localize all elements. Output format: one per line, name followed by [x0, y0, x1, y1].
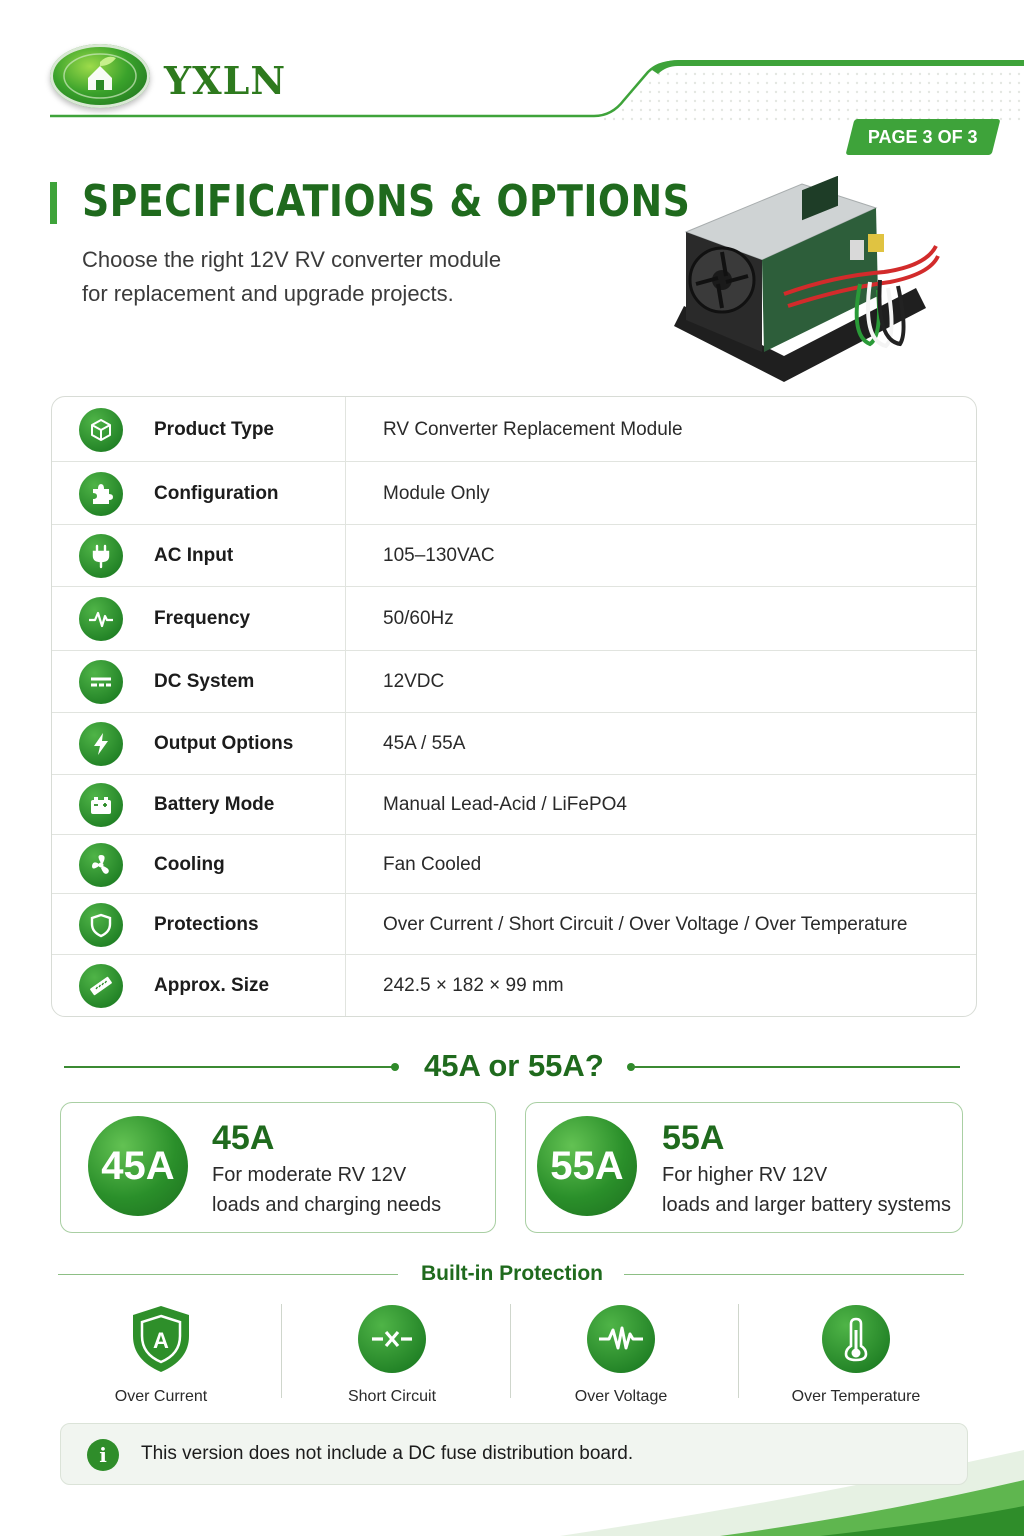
spec-row-output-options — [52, 713, 976, 775]
page-indicator — [846, 119, 1001, 155]
fan-icon — [79, 843, 123, 887]
spec-value: 105–130VAC — [383, 545, 495, 566]
shield-icon — [79, 903, 123, 947]
column-divider — [345, 713, 346, 774]
spec-row-frequency — [52, 587, 976, 651]
option-desc-line-1: For higher RV 12V — [662, 1164, 828, 1186]
protection-item-over-temperature — [742, 1305, 970, 1406]
spec-row-battery-mode — [52, 775, 976, 835]
brand-logo[interactable] — [50, 44, 150, 108]
column-divider — [345, 525, 346, 586]
spec-row-product-type — [52, 397, 976, 462]
info-icon: i — [87, 1439, 119, 1471]
lightning-icon — [79, 722, 123, 766]
option-badge: 45A — [88, 1116, 188, 1216]
protection-rule-left — [58, 1274, 398, 1275]
spec-label: Battery Mode — [154, 794, 275, 815]
spec-value: RV Converter Replacement Module — [383, 418, 683, 440]
spec-table — [51, 396, 977, 1017]
protection-item-over-current — [47, 1305, 275, 1406]
option-desc-line-1: For moderate RV 12V — [212, 1164, 407, 1186]
option-title: 45A — [212, 1119, 275, 1157]
spec-label: Product Type — [154, 418, 274, 440]
thermometer-icon — [822, 1305, 890, 1373]
column-divider — [345, 651, 346, 712]
svg-text:A: A — [153, 1328, 169, 1353]
title-accent-bar — [50, 182, 57, 224]
subtitle-line-2: for replacement and upgrade projects. — [82, 281, 454, 306]
note-box — [60, 1423, 968, 1485]
spec-label: AC Input — [154, 545, 234, 566]
column-divider — [345, 587, 346, 650]
spec-value: 45A / 55A — [383, 733, 466, 754]
option-title: 55A — [662, 1119, 725, 1157]
spec-value: Module Only — [383, 482, 490, 504]
protection-rule-right — [624, 1274, 964, 1275]
spec-value: 50/60Hz — [383, 608, 454, 629]
spec-row-dc-system — [52, 651, 976, 713]
spec-row-ac-input — [52, 525, 976, 587]
subtitle-line-1: Choose the right 12V RV converter module — [82, 247, 502, 272]
option-card-45a[interactable] — [60, 1102, 496, 1233]
dc-icon — [79, 660, 123, 704]
spec-value: 12VDC — [383, 671, 445, 692]
waveform-icon — [587, 1305, 655, 1373]
spec-value: 242.5 × 182 × 99 mm — [383, 974, 564, 996]
plug-icon — [79, 534, 123, 578]
note-text: This version does not include a DC fuse distribution board. — [141, 1443, 634, 1464]
spec-label: Approx. Size — [154, 974, 270, 996]
battery-icon — [79, 783, 123, 827]
column-divider — [345, 775, 346, 834]
column-divider — [345, 397, 346, 461]
spec-label: DC System — [154, 671, 255, 692]
section-dot-left — [391, 1063, 399, 1071]
option-badge: 55A — [537, 1116, 637, 1216]
brand-name: YXLN — [164, 58, 287, 103]
spec-label: Protections — [154, 913, 259, 935]
shield-a-icon — [127, 1305, 195, 1373]
protection-label: Over Temperature — [791, 1388, 921, 1405]
spec-row-protections — [52, 894, 976, 955]
page-subtitle — [82, 243, 562, 311]
ruler-icon — [79, 964, 123, 1008]
protection-label: Over Current — [114, 1388, 208, 1405]
spec-label: Output Options — [154, 733, 294, 754]
page-title: SPECIFICATIONS & OPTIONS — [82, 176, 691, 227]
option-desc-line-2: loads and larger battery systems — [662, 1194, 952, 1216]
product-image[interactable] — [664, 176, 960, 390]
option-description — [212, 1160, 441, 1220]
protection-separator — [738, 1304, 739, 1398]
protection-item-over-voltage — [507, 1305, 735, 1406]
column-divider — [345, 955, 346, 1016]
option-desc-line-2: loads and charging needs — [212, 1194, 442, 1216]
section-rule-left — [64, 1066, 394, 1068]
cube-icon — [79, 408, 123, 452]
house-leaf-icon — [50, 44, 150, 108]
column-divider — [345, 894, 346, 954]
protection-item-short-circuit — [278, 1305, 506, 1406]
protection-label: Over Voltage — [574, 1388, 668, 1405]
spec-row-cooling — [52, 835, 976, 894]
option-description — [662, 1160, 951, 1220]
protection-heading: Built-in Protection — [421, 1262, 603, 1285]
pulse-icon — [79, 597, 123, 641]
short-circuit-icon — [358, 1305, 426, 1373]
spec-value: Manual Lead-Acid / LiFePO4 — [383, 794, 627, 815]
spec-value: Over Current / Short Circuit / Over Voltage / Over Temperature — [383, 913, 908, 935]
column-divider — [345, 835, 346, 893]
protection-label: Short Circuit — [347, 1388, 437, 1405]
column-divider — [345, 462, 346, 524]
options-heading: 45A or 55A? — [424, 1048, 604, 1083]
spec-label: Frequency — [154, 608, 251, 629]
spec-label: Cooling — [154, 853, 225, 875]
spec-row-configuration — [52, 462, 976, 525]
section-rule-right — [632, 1066, 960, 1068]
spec-row-approx-size — [52, 955, 976, 1016]
spec-label: Configuration — [154, 482, 279, 504]
spec-value: Fan Cooled — [383, 853, 482, 875]
option-card-55a[interactable] — [525, 1102, 963, 1233]
puzzle-icon — [79, 472, 123, 516]
page-indicator-label: PAGE 3 OF 3 — [868, 126, 978, 147]
